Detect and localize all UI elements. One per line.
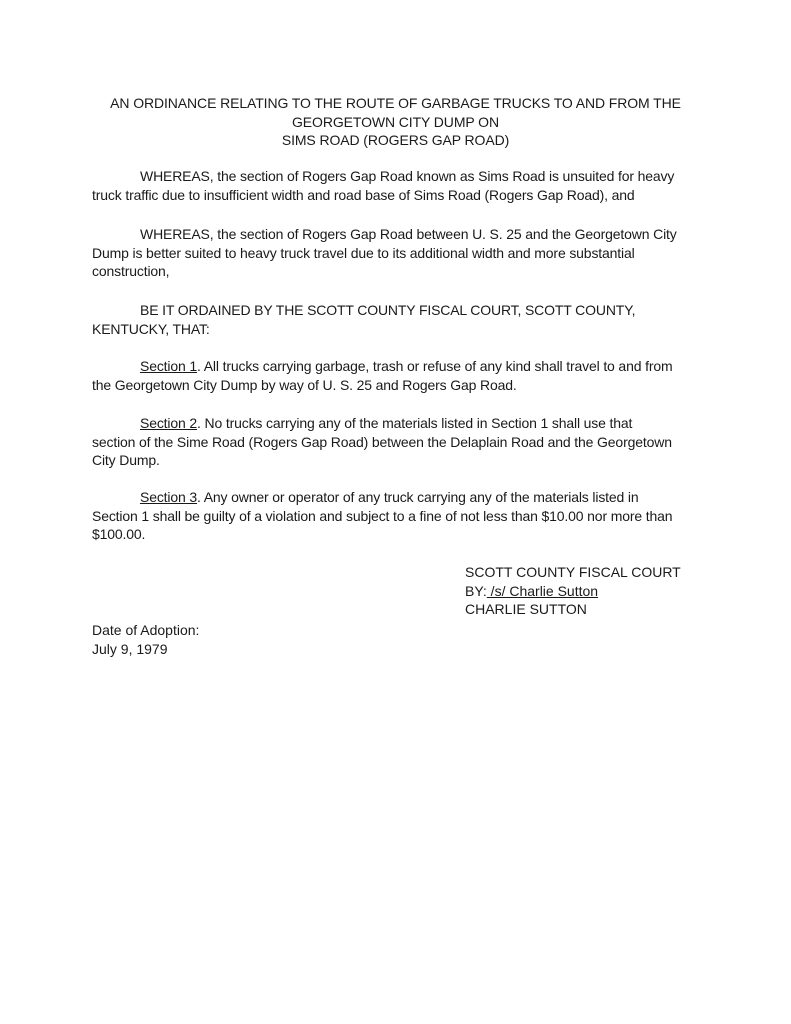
section2-line-2: section of the Sime Road (Rogers Gap Road) between the Delaplain Road and the Georgetown [92, 433, 672, 450]
title-line-1: AN ORDINANCE RELATING TO THE ROUTE OF GARBAGE TRUCKS TO AND FROM THE [110, 95, 681, 111]
title-line-3: SIMS ROAD (ROGERS GAP ROAD) [281, 132, 510, 148]
signature-court: SCOTT COUNTY FISCAL COURT [465, 564, 681, 580]
section3-line-2: Section 1 shall be guilty of a violation and subject to a fine of not less than $10.00 nor more than [92, 507, 673, 524]
section1-label: Section 1 [140, 358, 198, 374]
signature-block [465, 563, 681, 619]
whereas1-line-2: truck traffic due to insufficient width and road base of Sims Road (Rogers Gap Road), and [92, 186, 635, 203]
whereas-paragraph-2 [92, 225, 704, 281]
section-2-paragraph [92, 414, 704, 470]
section-1-paragraph [92, 357, 704, 394]
whereas2-line-2: Dump is better suited to heavy truck travel due to its additional width and more substantial [92, 244, 635, 261]
section3-line1-text: . Any owner or operator of any truck carrying any of the materials listed in [197, 489, 639, 505]
whereas2-line-3: construction, [92, 263, 170, 279]
section-3-paragraph [92, 488, 704, 544]
whereas-paragraph-1 [92, 167, 704, 204]
section1-line-1 [92, 357, 704, 376]
signature-printed-name: CHARLIE SUTTON [465, 601, 587, 617]
signature-signed-name: /s/ Charlie Sutton [486, 582, 599, 599]
title-line-2: GEORGETOWN CITY DUMP ON [292, 113, 499, 130]
section3-line-1 [92, 488, 704, 507]
section1-line-2: the Georgetown City Dump by way of U. S. 25 and Rogers Gap Road. [92, 376, 517, 393]
section2-line1-text: . No trucks carrying any of the materials listed in Section 1 shall use that [197, 415, 633, 431]
whereas2-line-1: WHEREAS, the section of Rogers Gap Road between U. S. 25 and the Georgetown City [140, 226, 677, 242]
adoption-label: Date of Adoption: [92, 622, 200, 638]
ordinance-title [60, 94, 731, 150]
adoption-block [92, 621, 199, 658]
whereas1-line-1: WHEREAS, the section of Rogers Gap Road known as Sims Road is unsuited for heavy [140, 168, 675, 184]
signature-by-prefix: BY: [465, 582, 487, 599]
ordained-paragraph [92, 301, 704, 338]
section3-label: Section 3 [140, 489, 198, 505]
signature-by-line [465, 582, 681, 601]
section2-line-1 [92, 414, 704, 433]
ordained-line-1: BE IT ORDAINED BY THE SCOTT COUNTY FISCAL COURT, SCOTT COUNTY, [140, 302, 636, 318]
section2-label: Section 2 [140, 415, 198, 431]
ordained-line-2: KENTUCKY, THAT: [92, 320, 210, 337]
section1-line1-text: . All trucks carrying garbage, trash or refuse of any kind shall travel to and from [197, 358, 673, 374]
section3-line-3: $100.00. [92, 526, 146, 542]
adoption-date: July 9, 1979 [92, 640, 168, 657]
section2-line-3: City Dump. [92, 452, 160, 468]
